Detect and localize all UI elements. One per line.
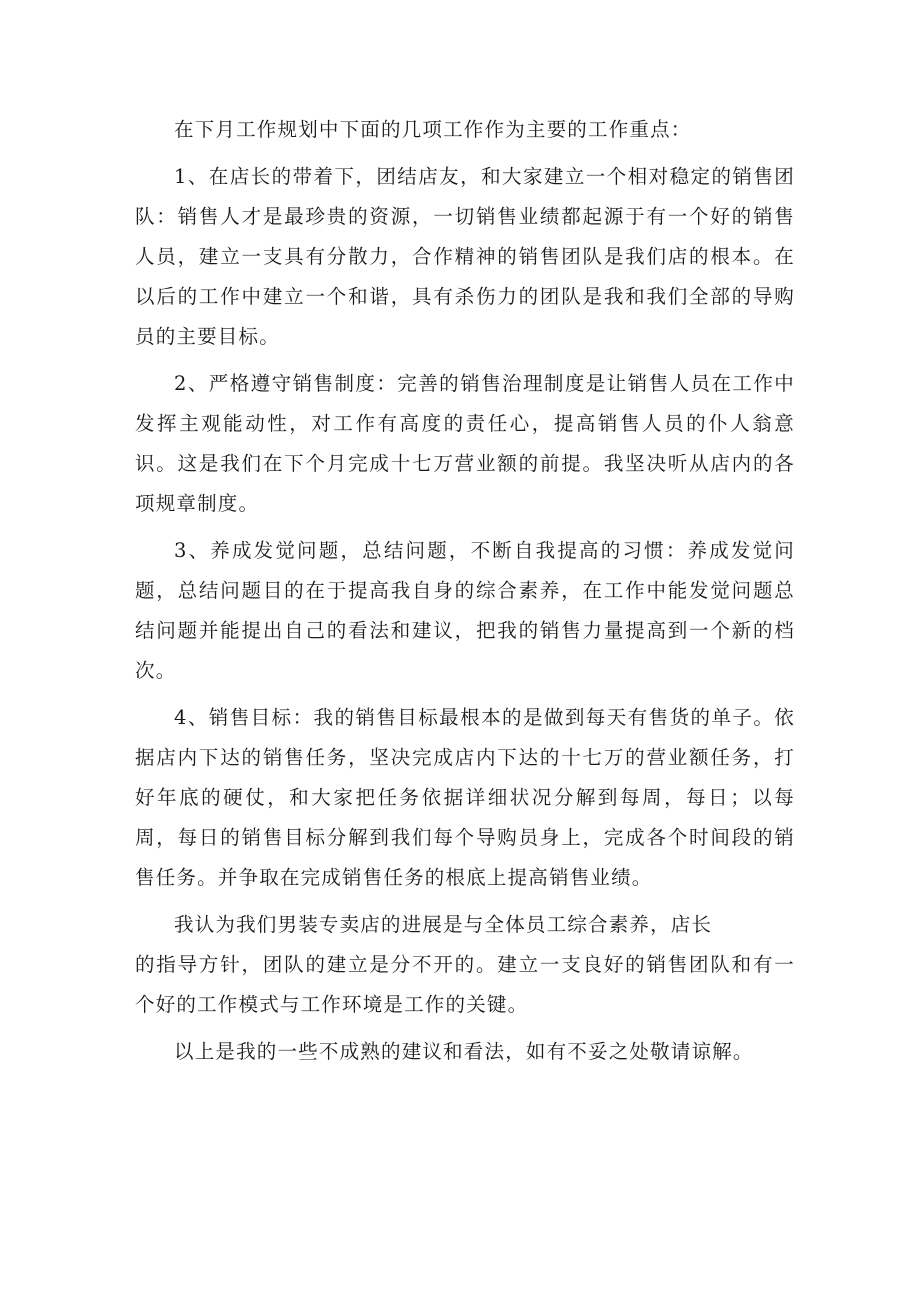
document-body <box>135 110 795 1072</box>
intro-paragraph: 在下月工作规划中下面的几项工作作为主要的工作重点： <box>174 118 692 141</box>
point-4-paragraph: 4、销售目标：我的销售目标最根本的是做到每天有售货的单子。依据店内下达的销售任务，坚决完成店内下达的十七万的营业额任务，打好年底的硬仗，和大家把任务依据详细状况分解到每周，每日；以每周，每日的销售目标分解到我们每个导购员身上，完成各个时间段的销售任务。并争取在完成销售任务的根底上提高销售业绩。 <box>135 706 795 889</box>
point-2-paragraph: 2、严格遵守销售制度：完善的销售治理制度是让销售人员在工作中发挥主观能动性，对工作有高度的责任心，提高销售人员的仆人翁意识。这是我们在下个月完成十七万营业额的前提。我坚决听从店内的各项规章制度。 <box>135 372 795 515</box>
closing-line-1: 我认为我们男装专卖店的进展是与全体员工综合素养，店长 <box>174 913 713 936</box>
closing-paragraph <box>135 905 795 1025</box>
point-1-paragraph: 1、在店长的带着下，团结店友，和大家建立一个相对稳定的销售团队：销售人才是最珍贵的资源，一切销售业绩都起源于有一个好的销售人员，建立一支具有分散力，合作精神的销售团队是我们店的根本。在以后的工作中建立一个和谐，具有杀伤力的团队是我和我们全部的导购员的主要目标。 <box>135 165 795 348</box>
final-paragraph: 以上是我的一些不成熟的建议和看法，如有不妥之处敬请谅解。 <box>174 1040 754 1063</box>
point-3-paragraph: 3、养成发觉问题，总结问题，不断自我提高的习惯：养成发觉问题，总结问题目的在于提高我自身的综合素养，在工作中能发觉问题总结问题并能提出自己的看法和建议，把我的销售力量提高到一个新的档次。 <box>135 539 795 682</box>
closing-line-2: 的指导方针，团队的建立是分不开的。建立一支良好的销售团队和有一个好的工作模式与工作环境是工作的关键。 <box>135 953 795 1016</box>
